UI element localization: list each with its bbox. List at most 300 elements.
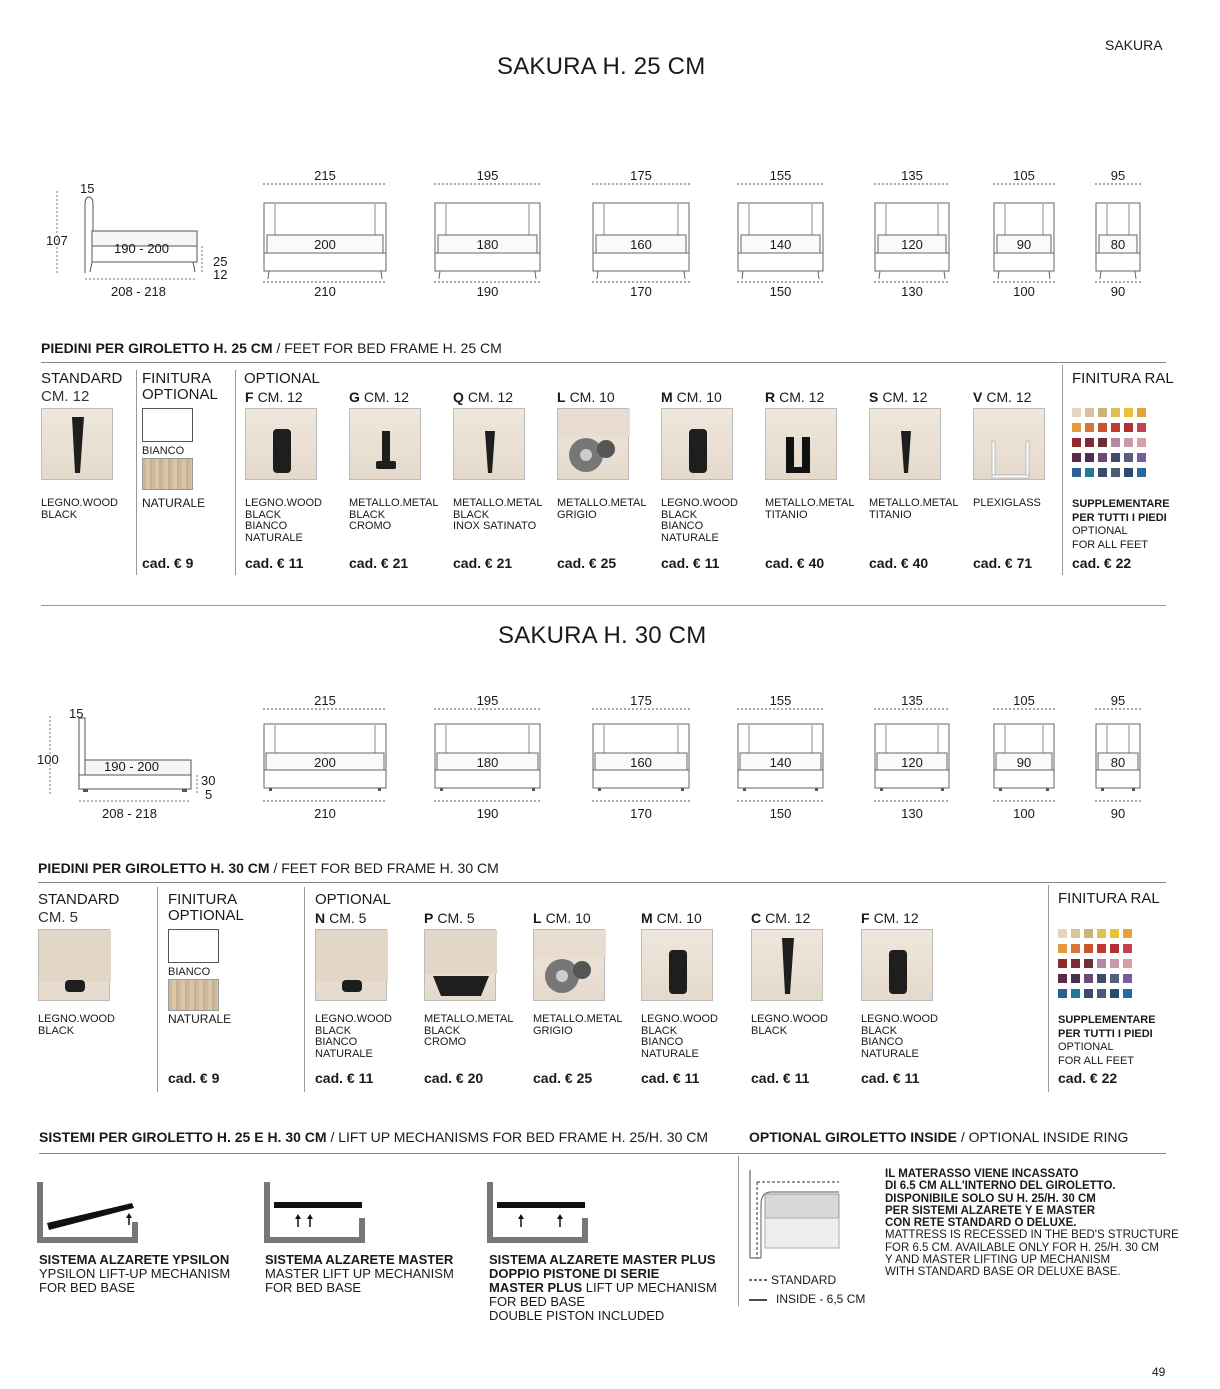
foot-image-m-shape — [662, 409, 734, 481]
ral-color-swatch — [1123, 929, 1132, 938]
foot-price-s: cad. € 40 — [869, 555, 929, 571]
bed-base-width-dim: 100 — [1013, 284, 1035, 299]
ral-color-swatch — [1085, 468, 1094, 477]
foot-image-n — [315, 929, 387, 1001]
ral-color-swatch — [1058, 989, 1067, 998]
ral-color-swatch — [1058, 929, 1067, 938]
foot-letter: F — [861, 910, 870, 926]
foot-letter: L — [557, 389, 566, 405]
foot-image-g-shape — [350, 409, 422, 481]
standard-cm-25: CM. 12 — [41, 388, 90, 405]
foot-material-q — [453, 498, 542, 533]
side-frame-height-dim: 30 — [201, 773, 216, 788]
standard-foot-image — [41, 408, 113, 480]
material-line: LEGNO.WOOD — [41, 497, 119, 509]
side-head-dim: 15 — [69, 706, 84, 721]
foot-image-m — [661, 408, 733, 480]
side-length-dim: 190 - 200 — [104, 759, 159, 774]
foot-image-n-shape — [316, 930, 388, 1002]
foot-image-f — [245, 408, 317, 480]
ral-color-swatch — [1072, 408, 1081, 417]
material-line: BLACK — [349, 508, 386, 521]
material-line: NATURALE — [661, 531, 719, 544]
optional-label-25: OPTIONAL — [244, 370, 320, 387]
material-line: METALLO.METAL — [453, 497, 543, 509]
side-feet-height-dim: 12 — [213, 267, 228, 282]
bed-base-width-dim: 210 — [314, 806, 336, 821]
ral-color-swatch — [1097, 944, 1106, 953]
material-line: LEGNO.WOOD — [315, 1013, 393, 1025]
bed-base-width-dim: 130 — [901, 806, 923, 821]
foot-letter: C — [751, 910, 762, 926]
bed-outer-width-dim: 195 — [476, 693, 499, 708]
bed-outer-width-dim: 195 — [476, 168, 499, 183]
foot-code-m — [641, 910, 702, 926]
legend-standard: STANDARD — [771, 1273, 837, 1287]
foot-letter: R — [765, 389, 776, 405]
foot-image-p-shape — [425, 930, 497, 1002]
foot-height: CM. 10 — [656, 910, 702, 926]
bed-base-width-dim: 190 — [476, 284, 499, 299]
ral-text-line: OPTIONAL — [1058, 1041, 1114, 1053]
material-line: NATURALE — [245, 531, 303, 544]
ral-color-swatch — [1085, 438, 1094, 447]
ral-color-swatch — [1071, 929, 1080, 938]
foot-letter: G — [349, 389, 360, 405]
ral-color-swatch — [1123, 959, 1132, 968]
ral-color-swatch — [1085, 408, 1094, 417]
ral-price: cad. € 22 — [1072, 555, 1132, 571]
side-frame-height-dim: 25 — [213, 254, 228, 269]
ral-color-swatch — [1123, 974, 1132, 983]
foot-letter: F — [245, 389, 254, 405]
mattress-width-dim: 140 — [769, 755, 792, 770]
material-line: BLACK — [661, 508, 698, 521]
feet-title-25: PIEDINI PER GIROLETTO H. 25 CM / FEET FOR BED FRAME H. 25 CM — [41, 340, 502, 356]
foot-code-r — [765, 389, 824, 405]
side-total-dim: 208 - 218 — [102, 806, 157, 821]
foot-code-f — [861, 910, 919, 926]
foot-image-s-shape — [870, 409, 942, 481]
bed-outer-width-dim: 105 — [1013, 168, 1035, 183]
foot-image-r-shape — [766, 409, 838, 481]
foot-material-m — [641, 1014, 718, 1060]
ral-color-swatch — [1111, 408, 1120, 417]
ral-color-swatch — [1110, 989, 1119, 998]
ral-color-swatch — [1072, 453, 1081, 462]
mattress-width-dim: 120 — [901, 755, 923, 770]
bed-outer-width-dim: 105 — [1013, 693, 1035, 708]
bed-front-view — [1095, 178, 1145, 283]
side-length-dim: 190 - 200 — [114, 241, 169, 256]
foot-image-r — [765, 408, 837, 480]
ral-color-swatch — [1084, 989, 1093, 998]
ral-color-swatch — [1111, 423, 1120, 432]
foot-material-n — [315, 1014, 392, 1060]
ral-color-grid — [1072, 408, 1156, 480]
foot-image-c-shape — [752, 930, 824, 1002]
standard-foot-material — [38, 1014, 115, 1037]
bianco-swatch — [168, 929, 219, 963]
foot-price-g: cad. € 21 — [349, 555, 409, 571]
bed-base-width-dim: 100 — [1013, 806, 1035, 821]
material-line: METALLO.METAL — [349, 497, 439, 509]
ral-color-swatch — [1085, 423, 1094, 432]
section-title-30: SAKURA H. 30 CM — [498, 622, 707, 649]
material-line: LEGNO.WOOD — [861, 1013, 939, 1025]
foot-material-f — [245, 498, 322, 544]
foot-material-p — [424, 1014, 513, 1049]
ral-color-swatch — [1085, 453, 1094, 462]
foot-price-p: cad. € 20 — [424, 1070, 484, 1086]
foot-image-m — [641, 929, 713, 1001]
foot-image-g — [349, 408, 421, 480]
master-plus-lift-icon — [489, 1180, 589, 1245]
material-line: METALLO.METAL — [424, 1013, 514, 1025]
foot-letter: V — [973, 389, 983, 405]
foot-price-r: cad. € 40 — [765, 555, 825, 571]
foot-height: CM. 12 — [257, 389, 303, 405]
material-line: LEGNO.WOOD — [38, 1013, 116, 1025]
ral-color-swatch — [1071, 959, 1080, 968]
ral-color-swatch — [1072, 438, 1081, 447]
side-head-dim: 15 — [80, 181, 95, 196]
naturale-swatch — [142, 458, 193, 490]
material-line: BIANCO — [641, 1036, 684, 1048]
material-line: BLACK — [861, 1024, 898, 1037]
material-line: METALLO.METAL — [557, 497, 647, 509]
side-view-drawing — [45, 183, 215, 283]
material-line: BLACK — [41, 508, 78, 521]
foot-material-l — [533, 1014, 622, 1037]
mattress-width-dim: 160 — [630, 755, 652, 770]
lift-item-2: SISTEMA ALZARETE MASTER MASTER LIFT UP MECHANISM FOR BED BASE — [265, 1252, 454, 1295]
inside-ring-icon — [749, 1170, 844, 1262]
lift-item-3: SISTEMA ALZARETE MASTER PLUS DOPPIO PISTONE DI SERIE MASTER PLUS LIFT UP MECHANISM FOR BED BASE DOUBLE PISTON INCLUDED — [489, 1252, 717, 1323]
foot-image-f — [861, 929, 933, 1001]
page-number: 49 — [1152, 1365, 1166, 1379]
foot-height: CM. 12 — [779, 389, 825, 405]
foot-code-m — [661, 389, 722, 405]
bed-outer-width-dim: 135 — [901, 693, 923, 708]
material-line: METALLO.METAL — [869, 497, 959, 509]
foot-code-n — [315, 910, 366, 926]
foot-image-v — [973, 408, 1045, 480]
foot-height: CM. 12 — [363, 389, 410, 405]
finitura-price: cad. € 9 — [142, 555, 194, 571]
ral-color-swatch — [1111, 468, 1120, 477]
naturale-swatch — [168, 979, 219, 1011]
material-line: NATURALE — [315, 1047, 373, 1060]
ral-color-swatch — [1098, 453, 1107, 462]
bed-base-width-dim: 90 — [1110, 806, 1126, 821]
ral-color-swatch — [1097, 929, 1106, 938]
ral-color-swatch — [1098, 423, 1107, 432]
ral-color-swatch — [1110, 959, 1119, 968]
foot-price-c: cad. € 11 — [751, 1070, 810, 1086]
bed-base-width-dim: 170 — [630, 806, 652, 821]
foot-height: CM. 12 — [467, 389, 514, 405]
foot-code-v — [973, 389, 1031, 405]
foot-price-l: cad. € 25 — [557, 555, 617, 571]
inside-description: IL MATERASSO VIENE INCASSATO DI 6.5 CM ALL'INTERNO DEL GIROLETTO. DISPONIBILE SOLO SU H. 25/H. 30 CM PER SISTEMI ALZARETE Y E MASTER CON RETE STANDARD O DELUXE. MATTRESS IS RECESSED IN THE BED'S STRUCTURE FOR 6.5 CM. AVAILABLE ONLY FOR H. 25/H. 30 CM Y AND MASTER LIFTING UP MECHANISM WITH STANDARD BASE OR DELUXE BASE. — [885, 1168, 1179, 1279]
ral-color-swatch — [1098, 468, 1107, 477]
material-line: BIANCO — [245, 520, 288, 532]
bianco-swatch — [142, 408, 193, 442]
material-line: CROMO — [349, 520, 392, 532]
feet-title-30: PIEDINI PER GIROLETTO H. 30 CM / FEET FOR BED FRAME H. 30 CM — [38, 860, 499, 876]
bed-outer-width-dim: 95 — [1110, 168, 1126, 183]
material-line: BLACK — [315, 1024, 352, 1037]
material-line: BIANCO — [861, 1036, 904, 1048]
foot-image-f-shape — [862, 930, 934, 1002]
ral-text-line: SUPPLEMENTARE — [1058, 1014, 1156, 1026]
ral-color-swatch — [1084, 929, 1093, 938]
mattress-width-dim: 140 — [769, 237, 792, 252]
master-lift-icon — [266, 1180, 366, 1245]
standard-label-25: STANDARD — [41, 370, 123, 387]
ral-color-swatch — [1124, 453, 1133, 462]
side-height-dim: 100 — [37, 752, 59, 767]
ral-color-swatch — [1072, 423, 1081, 432]
material-line: METALLO.METAL — [765, 497, 855, 509]
material-line: BLACK — [641, 1024, 678, 1037]
foot-image-l-shape — [558, 409, 630, 481]
ral-color-swatch — [1058, 959, 1067, 968]
foot-image-p — [424, 929, 496, 1001]
foot-material-v — [973, 498, 1041, 510]
foot-image-v-shape — [974, 409, 1046, 481]
foot-image-l — [557, 408, 629, 480]
standard-foot-material — [41, 498, 118, 521]
ral-color-swatch — [1124, 438, 1133, 447]
bed-base-width-dim: 190 — [476, 806, 499, 821]
ral-color-swatch — [1110, 974, 1119, 983]
bed-front-view — [874, 178, 954, 283]
foot-price-f: cad. € 11 — [861, 1070, 920, 1086]
ral-color-swatch — [1084, 944, 1093, 953]
bed-outer-width-dim: 175 — [630, 693, 652, 708]
foot-height: CM. 5 — [329, 910, 367, 926]
inside-title: OPTIONAL GIROLETTO INSIDE / OPTIONAL INSIDE RING — [749, 1129, 1129, 1145]
ral-color-swatch — [1071, 989, 1080, 998]
bed-outer-width-dim: 215 — [314, 168, 336, 183]
finitura-price: cad. € 9 — [168, 1070, 220, 1086]
bed-outer-width-dim: 95 — [1110, 693, 1126, 708]
foot-code-g — [349, 389, 409, 405]
brand-label: SAKURA — [1105, 37, 1163, 53]
foot-price-q: cad. € 21 — [453, 555, 513, 571]
bed-base-width-dim: 130 — [901, 284, 923, 299]
material-line: GRIGIO — [533, 1024, 573, 1037]
material-line: METALLO.METAL — [533, 1013, 623, 1025]
material-line: BLACK — [424, 1024, 461, 1037]
material-line: BIANCO — [315, 1036, 358, 1048]
ral-color-swatch — [1124, 468, 1133, 477]
bed-base-width-dim: 150 — [769, 284, 792, 299]
foot-code-c — [751, 910, 810, 926]
mattress-width-dim: 90 — [1016, 755, 1032, 770]
foot-height: CM. 12 — [882, 389, 928, 405]
bed-front-view — [434, 178, 545, 283]
material-line: LEGNO.WOOD — [661, 497, 739, 509]
ral-description — [1058, 1014, 1156, 1068]
ral-color-swatch — [1137, 438, 1146, 447]
foot-price-f: cad. € 11 — [245, 555, 304, 571]
foot-material-f — [861, 1014, 938, 1060]
material-line: NATURALE — [641, 1047, 699, 1060]
ral-label-30: FINITURA RAL — [1058, 890, 1160, 907]
bed-front-view — [263, 178, 391, 283]
foot-height: CM. 10 — [545, 910, 591, 926]
foot-price-n: cad. € 11 — [315, 1070, 374, 1086]
bed-front-view — [737, 178, 828, 283]
side-view-drawing — [45, 708, 215, 808]
bed-outer-width-dim: 155 — [769, 693, 792, 708]
bed-outer-width-dim: 135 — [901, 168, 923, 183]
ral-color-swatch — [1110, 944, 1119, 953]
material-line: BLACK — [245, 508, 282, 521]
foot-material-g — [349, 498, 438, 533]
foot-letter: L — [533, 910, 542, 926]
standard-label-30: STANDARD — [38, 891, 120, 908]
mattress-width-dim: 80 — [1110, 755, 1126, 770]
foot-letter: N — [315, 910, 326, 926]
mattress-width-dim: 80 — [1110, 237, 1126, 252]
ral-color-swatch — [1097, 989, 1106, 998]
mattress-width-dim: 90 — [1016, 237, 1032, 252]
foot-image-c — [751, 929, 823, 1001]
standard-foot-image-shape — [39, 930, 111, 1002]
material-line: LEGNO.WOOD — [641, 1013, 719, 1025]
foot-image-l-shape — [534, 930, 606, 1002]
ral-label-25: FINITURA RAL — [1072, 370, 1174, 387]
ral-color-swatch — [1137, 468, 1146, 477]
foot-code-s — [869, 389, 927, 405]
material-line: INOX SATINATO — [453, 520, 537, 532]
material-line: BIANCO — [661, 520, 704, 532]
foot-code-l — [533, 910, 591, 926]
material-line: LEGNO.WOOD — [751, 1013, 829, 1025]
foot-material-s — [869, 498, 958, 521]
optional-label-30: OPTIONAL — [315, 891, 391, 908]
foot-price-m: cad. € 11 — [641, 1070, 700, 1086]
bed-outer-width-dim: 215 — [314, 693, 336, 708]
foot-image-f-shape — [246, 409, 318, 481]
mattress-width-dim: 200 — [314, 755, 336, 770]
section-title-25: SAKURA H. 25 CM — [497, 53, 706, 80]
foot-material-m — [661, 498, 738, 544]
foot-price-m: cad. € 11 — [661, 555, 720, 571]
ral-text-line: SUPPLEMENTARE — [1072, 498, 1170, 510]
bed-base-width-dim: 90 — [1110, 284, 1126, 299]
material-line: BLACK — [751, 1024, 788, 1037]
ral-color-swatch — [1071, 944, 1080, 953]
bed-outer-width-dim: 155 — [769, 168, 792, 183]
foot-material-c — [751, 1014, 828, 1037]
foot-code-f — [245, 389, 303, 405]
ral-color-swatch — [1123, 989, 1132, 998]
foot-image-q-shape — [454, 409, 526, 481]
ral-color-swatch — [1072, 468, 1081, 477]
standard-foot-image-shape — [42, 409, 114, 481]
foot-image-l — [533, 929, 605, 1001]
mattress-width-dim: 120 — [901, 237, 923, 252]
foot-letter: M — [641, 910, 653, 926]
lift-item-1: SISTEMA ALZARETE YPSILON YPSILON LIFT-UP MECHANISM FOR BED BASE — [39, 1252, 231, 1295]
ral-color-swatch — [1084, 974, 1093, 983]
standard-foot-image — [38, 929, 110, 1001]
side-total-dim: 208 - 218 — [111, 284, 166, 299]
mattress-width-dim: 160 — [630, 237, 652, 252]
ypsilon-lift-icon — [39, 1180, 139, 1245]
ral-text-line: OPTIONAL — [1072, 525, 1128, 537]
ral-color-swatch — [1137, 423, 1146, 432]
material-line: NATURALE — [861, 1047, 919, 1060]
material-line: PLEXIGLASS — [973, 497, 1041, 509]
ral-text-line: PER TUTTI I PIEDI — [1072, 511, 1167, 524]
foot-image-q — [453, 408, 525, 480]
foot-price-l: cad. € 25 — [533, 1070, 593, 1086]
mattress-width-dim: 180 — [476, 755, 499, 770]
ral-text-line: PER TUTTI I PIEDI — [1058, 1027, 1153, 1040]
naturale-label: NATURALE — [142, 496, 206, 510]
ral-price: cad. € 22 — [1058, 1070, 1118, 1086]
material-line: GRIGIO — [557, 508, 597, 521]
foot-image-m-shape — [642, 930, 714, 1002]
mattress-width-dim: 200 — [314, 237, 336, 252]
bed-front-view — [592, 178, 694, 283]
lift-title: SISTEMI PER GIROLETTO H. 25 E H. 30 CM / LIFT UP MECHANISMS FOR BED FRAME H. 25/H. 30 CM — [39, 1129, 709, 1145]
ral-color-swatch — [1124, 408, 1133, 417]
foot-code-l — [557, 389, 615, 405]
finitura-label-25: FINITURA OPTIONAL — [142, 370, 218, 403]
foot-code-p — [424, 910, 475, 926]
foot-height: CM. 10 — [569, 389, 615, 405]
bianco-label: BIANCO — [168, 966, 211, 978]
foot-height: CM. 12 — [873, 910, 919, 926]
foot-letter: Q — [453, 389, 464, 405]
ral-color-swatch — [1137, 453, 1146, 462]
ral-color-swatch — [1097, 974, 1106, 983]
foot-image-s — [869, 408, 941, 480]
mattress-width-dim: 180 — [476, 237, 499, 252]
ral-color-swatch — [1098, 408, 1107, 417]
foot-letter: M — [661, 389, 673, 405]
legend-lines — [749, 1276, 769, 1306]
naturale-label: NATURALE — [168, 1012, 232, 1026]
material-line: CROMO — [424, 1036, 467, 1048]
bed-outer-width-dim: 175 — [630, 168, 652, 183]
ral-color-swatch — [1097, 959, 1106, 968]
bianco-label: BIANCO — [142, 445, 185, 457]
ral-color-grid — [1058, 929, 1142, 1001]
ral-color-swatch — [1111, 438, 1120, 447]
material-line: TITANIO — [869, 508, 912, 521]
ral-color-swatch — [1058, 974, 1067, 983]
ral-color-swatch — [1071, 974, 1080, 983]
foot-height: CM. 10 — [676, 389, 722, 405]
ral-description — [1072, 498, 1170, 552]
standard-cm-30: CM. 5 — [38, 909, 79, 926]
ral-color-swatch — [1058, 944, 1067, 953]
ral-color-swatch — [1137, 408, 1146, 417]
ral-color-swatch — [1124, 423, 1133, 432]
foot-height: CM. 5 — [437, 910, 475, 926]
foot-letter: P — [424, 910, 434, 926]
bed-base-width-dim: 210 — [314, 284, 336, 299]
ral-color-swatch — [1098, 438, 1107, 447]
